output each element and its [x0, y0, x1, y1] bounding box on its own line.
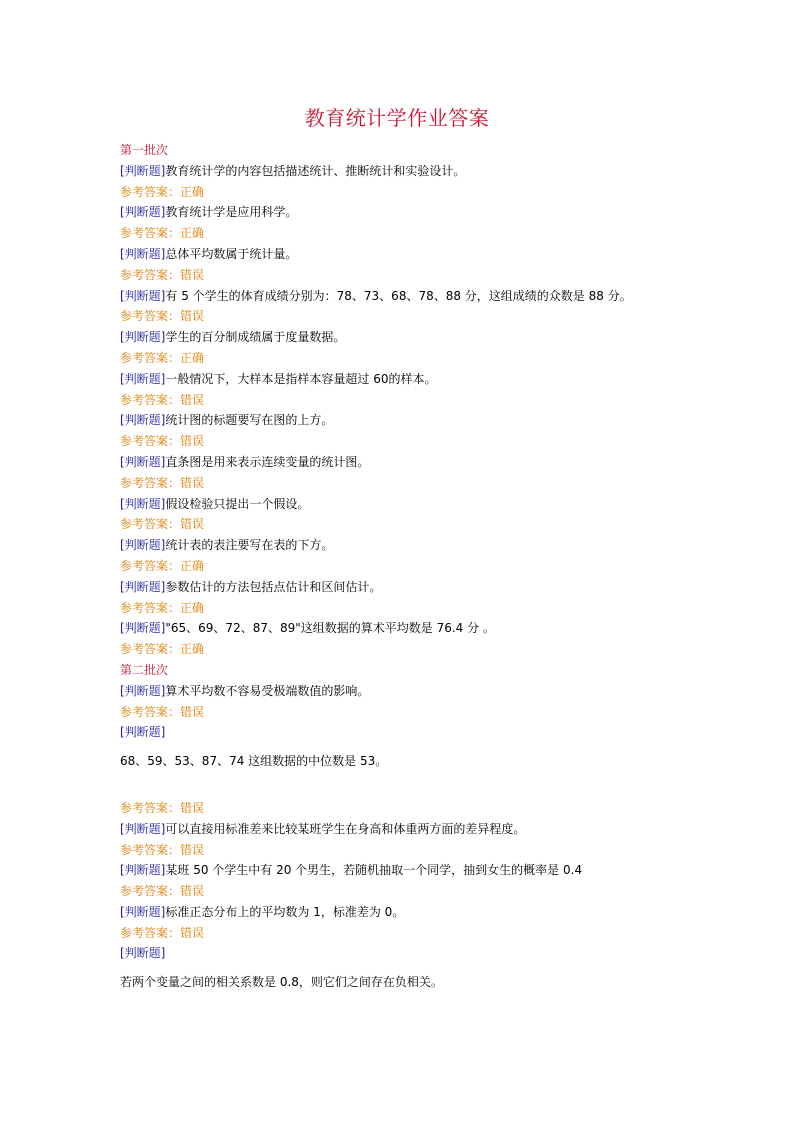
- question-type-tag: [判断题]: [120, 288, 166, 303]
- question-text: "65、69、72、87、89"这组数据的算术平均数是 76.4 分 。: [165, 621, 495, 636]
- question-line: [120, 452, 740, 473]
- batch-1-heading: 第一批次: [120, 143, 169, 157]
- question-type-tag: [判断题]: [120, 246, 166, 261]
- question-text: 标准正态分布上的平均数为 1，标准差为 0。: [165, 904, 405, 919]
- spacer: [120, 743, 740, 751]
- document-title: 教育统计学作业答案: [304, 106, 490, 130]
- question-line: [120, 244, 740, 265]
- question-text: 总体平均数属于统计量。: [165, 246, 298, 261]
- question-text: 可以直接用标准差来比较某班学生在身高和体重两方面的差异程度。: [165, 821, 526, 836]
- answer-line: 参考答案：错误: [120, 842, 205, 857]
- question-type-tag: [判断题]: [120, 579, 166, 594]
- question-text: 直条图是用来表示连续变量的统计图。: [165, 454, 370, 469]
- answer-line: 参考答案：错误: [120, 884, 205, 899]
- answer-line: 参考答案：错误: [120, 267, 205, 282]
- batch-2-heading: 第二批次: [120, 662, 169, 677]
- question-line: [120, 819, 740, 840]
- question-type-tag: [判断题]: [120, 496, 166, 511]
- question-line: [120, 860, 740, 881]
- question-type-tag: [判断题]: [120, 538, 166, 553]
- question-line: [120, 681, 740, 702]
- question-text: 一般情况下，大样本是指样本容量超过 60的样本。: [165, 371, 437, 386]
- answer-line: 参考答案：错误: [120, 392, 205, 407]
- question-text: 某班 50 个学生中有 20 个男生，若随机抽取一个同学，抽到女生的概率是 0.4: [165, 863, 583, 878]
- question-type-tag: [判断题]: [120, 371, 166, 386]
- question-line: [120, 410, 740, 431]
- answer-line: 参考答案：正确: [120, 558, 205, 573]
- question-text: 68、59、53、87、74 这组数据的中位数是 53。: [120, 754, 388, 769]
- answer-line: 参考答案：错误: [120, 925, 205, 940]
- answer-line: 参考答案：错误: [120, 475, 205, 490]
- question-line: [120, 535, 740, 556]
- question-text: 教育统计学是应用科学。: [165, 205, 298, 220]
- spacer: [120, 964, 740, 972]
- question-type-tag: [判断题]: [120, 621, 166, 636]
- question-text: 统计表的表注要写在表的下方。: [165, 538, 334, 553]
- question-type-tag: [判断题]: [120, 946, 166, 961]
- question-type-tag: [判断题]: [120, 904, 166, 919]
- question-text: 有 5 个学生的体育成绩分别为：78、73、68、78、88 分，这组成绩的众数是 88 分。: [165, 288, 632, 303]
- question-line: [120, 286, 740, 307]
- answer-line: 参考答案：错误: [120, 704, 205, 719]
- question-type-tag: [判断题]: [120, 454, 166, 469]
- answer-line: 参考答案：正确: [120, 642, 205, 657]
- question-text: 若两个变量之间的相关系数是 0.8，则它们之间存在负相关。: [120, 975, 443, 990]
- question-text: 统计图的标题要写在图的上方。: [165, 413, 334, 428]
- question-line: [120, 902, 740, 923]
- question-line: [120, 327, 740, 348]
- answer-line: 参考答案：正确: [120, 184, 205, 199]
- question-line: [120, 618, 740, 639]
- question-type-tag: [判断题]: [120, 725, 166, 740]
- spacer: [120, 772, 740, 798]
- question-type-tag: [判断题]: [120, 205, 166, 220]
- answer-line: 参考答案：错误: [120, 517, 205, 532]
- question-type-tag: [判断题]: [120, 330, 166, 345]
- question-type-tag: [判断题]: [120, 683, 166, 698]
- question-line: [120, 161, 740, 182]
- question-line: [120, 577, 740, 598]
- answer-line: 参考答案：错误: [120, 309, 205, 324]
- question-line: [120, 494, 740, 515]
- question-type-tag: [判断题]: [120, 163, 166, 178]
- question-line: [120, 369, 740, 390]
- question-type-tag: [判断题]: [120, 863, 166, 878]
- answer-line: 参考答案：错误: [120, 434, 205, 449]
- answer-line: 参考答案：正确: [120, 350, 205, 365]
- question-text: 学生的百分制成绩属于度量数据。: [165, 330, 346, 345]
- answer-line: 参考答案：正确: [120, 600, 205, 615]
- question-text: 参数估计的方法包括点估计和区间估计。: [165, 579, 382, 594]
- question-type-tag: [判断题]: [120, 821, 166, 836]
- question-text: 教育统计学的内容包括描述统计、推断统计和实验设计。: [165, 163, 466, 178]
- answer-line: 参考答案：正确: [120, 226, 205, 241]
- answer-line: 参考答案：错误: [120, 800, 205, 815]
- document-content: [120, 140, 740, 993]
- question-type-tag: [判断题]: [120, 413, 166, 428]
- question-text: 算术平均数不容易受极端数值的影响。: [165, 683, 370, 698]
- question-text: 假设检验只提出一个假设。: [165, 496, 310, 511]
- question-line: [120, 202, 740, 223]
